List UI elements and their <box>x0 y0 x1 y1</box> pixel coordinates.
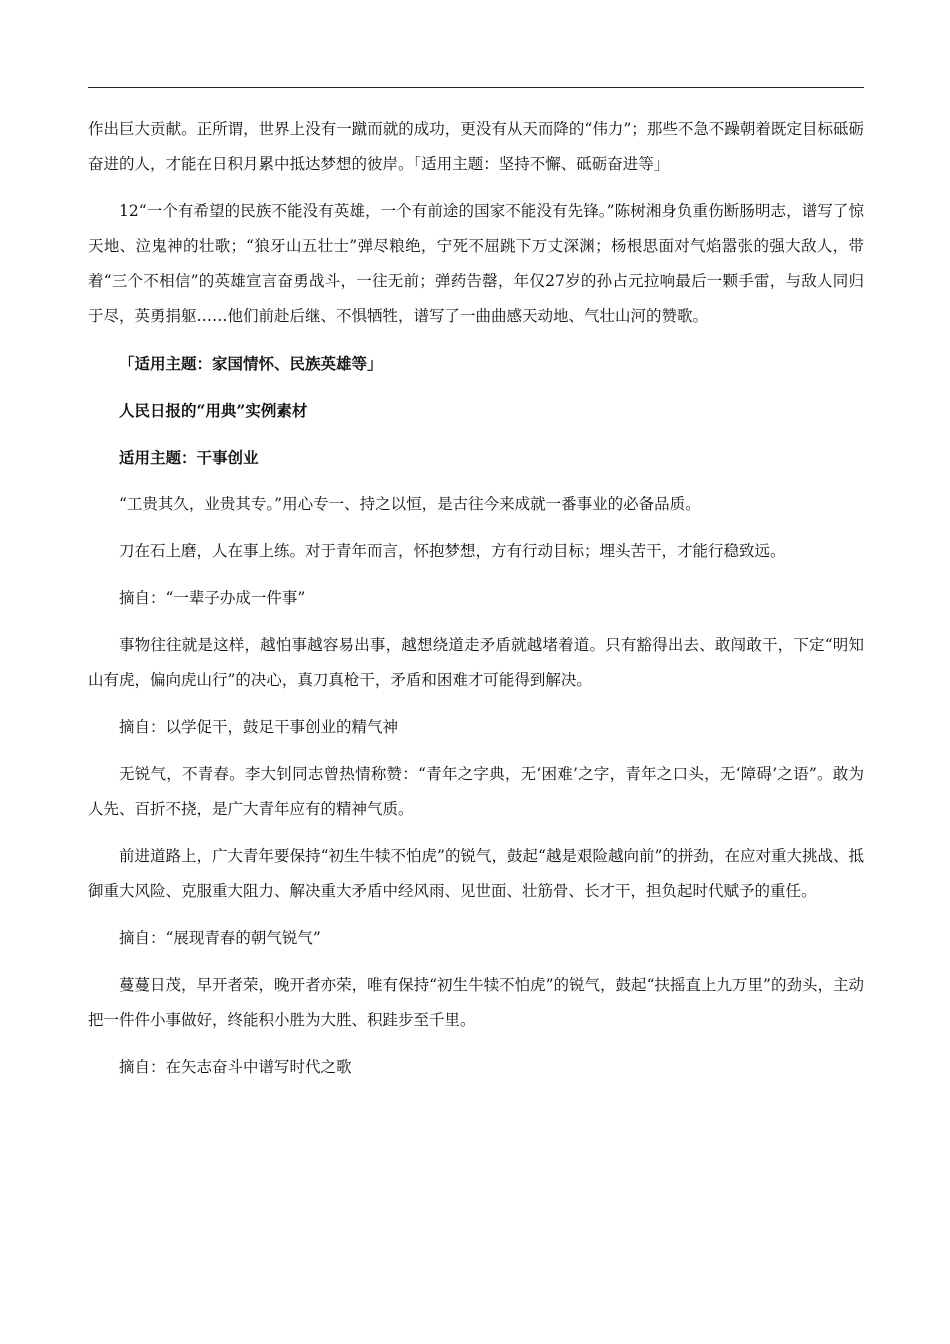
section-heading: 人民日报的“用典”实例素材 <box>119 401 308 420</box>
paragraph-quote-6: 蔓蔓日茂，早开者荣，晚开者亦荣，唯有保持“初生牛犊不怕虎”的锐气，鼓起“扶摇直上九万里”的劲头，主动把一件件小事做好，终能积小胜为大胜、积跬步至千里。 <box>88 976 864 1029</box>
theme-tag-patriotism: 「适用主题：家国情怀、民族英雄等」 <box>119 354 383 373</box>
header-rule <box>88 87 864 88</box>
paragraph-quote-5: 前进道路上，广大青年要保持“初生牛犊不怕虎”的锐气，鼓起“越是艰险越向前”的拼劲，在应对重大挑战、抵御重大风险、克服重大阻力、解决重大矛盾中经风雨、见世面、壮筋骨、长才干，担负起时代赋予的重任。 <box>88 847 864 900</box>
paragraph-quote-4: 无锐气，不青春。李大钊同志曾热情称赞：“青年之字典，无‘困难’之字，青年之口头，无‘障碍’之语”。敢为人先、百折不挠，是广大青年应有的精神气质。 <box>88 765 864 818</box>
source-note-3: 摘自：“展现青春的朝气锐气” <box>119 929 321 947</box>
paragraph-quote-1: “工贵其久，业贵其专。”用心专一、持之以恒，是古往今来成就一番事业的必备品质。 <box>119 495 701 513</box>
source-note-4: 摘自：在矢志奋斗中谱写时代之歌 <box>119 1058 352 1076</box>
paragraph-quote-2: 刀在石上磨，人在事上练。对于青年而言，怀抱梦想，方有行动目标；埋头苦干，才能行稳致远。 <box>119 542 786 560</box>
document-body <box>88 112 864 1085</box>
source-note-1: 摘自：“一辈子办成一件事” <box>119 589 306 607</box>
source-note-2: 摘自：以学促干，鼓足干事创业的精气神 <box>119 718 399 736</box>
theme-heading: 适用主题：干事创业 <box>119 448 259 467</box>
paragraph-continuation: 作出巨大贡献。正所谓，世界上没有一蹴而就的成功，更没有从天而降的“伟力”；那些不急不躁朝着既定目标砥砺奋进的人，才能在日积月累中抵达梦想的彼岸。「适用主题：坚持不懈、砥砺奋进等」 <box>88 120 864 173</box>
paragraph-quote-3: 事物往往就是这样，越怕事越容易出事，越想绕道走矛盾就越堵着道。只有豁得出去、敢闯敢干，下定“明知山有虎，偏向虎山行”的决心，真刀真枪干，矛盾和困难才可能得到解决。 <box>88 636 864 689</box>
paragraph-heroes: 12“一个有希望的民族不能没有英雄，一个有前途的国家不能没有先锋。”陈树湘身负重伤断肠明志，谱写了惊天地、泣鬼神的壮歌；“狼牙山五壮士”弹尽粮绝，宁死不屈跳下万丈深渊；杨根思面对气焰嚣张的强大敌人，带着“三个不相信”的英雄宣言奋勇战斗，一往无前；弹药告罄，年仅27岁的孙占元拉响最后一颗手雷，与敌人同归于尽，英勇捐躯……他们前赴后继、不惧牺牲，谱写了一曲曲感天动地、气壮山河的赞歌。 <box>88 202 864 325</box>
